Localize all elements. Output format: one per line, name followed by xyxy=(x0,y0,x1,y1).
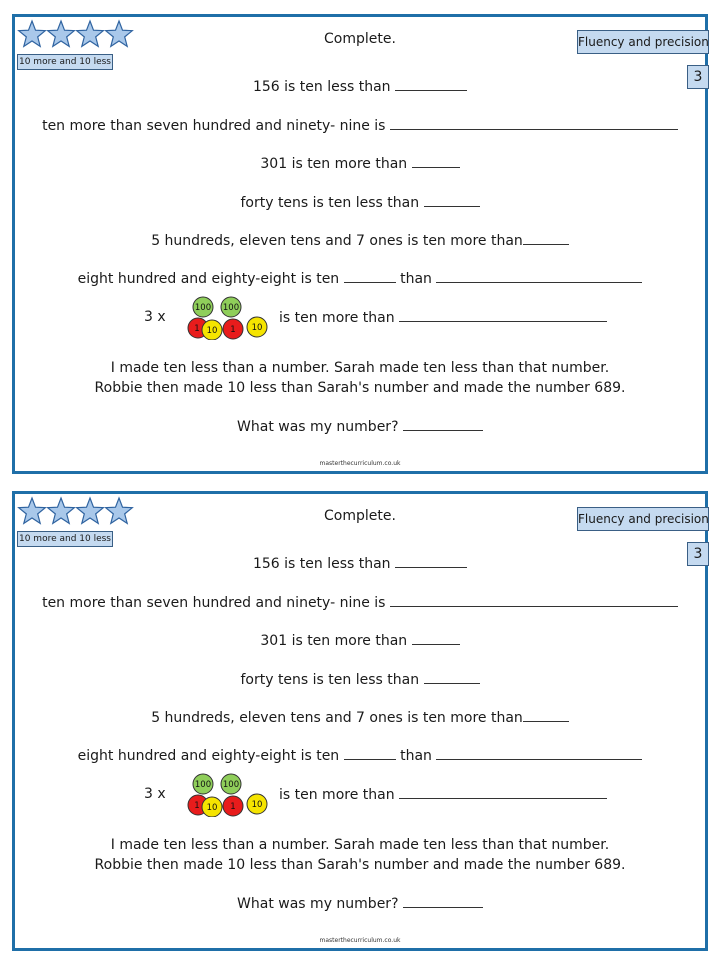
topic-tag: 10 more and 10 less xyxy=(17,531,113,547)
word-problem-line: I made ten less than a number. Sarah made ten less than that number. xyxy=(110,837,610,853)
question-line: What was my number? xyxy=(15,894,705,913)
footer-url: masterthecurriculum.co.uk xyxy=(319,460,401,467)
answer-blank[interactable] xyxy=(523,708,569,722)
topic-tag: 10 more and 10 less xyxy=(17,54,113,70)
question-line: forty tens is ten less than xyxy=(15,670,705,689)
answer-blank[interactable] xyxy=(403,417,483,431)
question-line: 5 hundreds, eleven tens and 7 ones is ten more than xyxy=(15,231,705,250)
counter-label: 10 xyxy=(206,803,218,813)
question-line: 301 is ten more than xyxy=(15,154,705,173)
answer-blank[interactable] xyxy=(344,746,396,760)
answer-blank[interactable] xyxy=(412,631,460,645)
counter-label: 100 xyxy=(194,780,212,790)
counter-label: 1 xyxy=(230,802,236,812)
answer-blank[interactable] xyxy=(436,746,642,760)
answer-blank[interactable] xyxy=(399,308,607,322)
category-label: Fluency and precision xyxy=(577,30,709,54)
counter-label: 10 xyxy=(206,326,218,336)
place-value-counters xyxy=(187,773,269,817)
answer-blank[interactable] xyxy=(395,77,467,91)
word-problem-line: Robbie then made 10 less than Sarah's number and made the number 689. xyxy=(94,857,626,873)
question-line: eight hundred and eighty-eight is ten than xyxy=(15,746,705,765)
category-label: Fluency and precision xyxy=(577,507,709,531)
question-line: eight hundred and eighty-eight is ten than xyxy=(15,269,705,288)
answer-blank[interactable] xyxy=(390,116,678,130)
place-value-counters xyxy=(187,296,269,340)
counter-label: 100 xyxy=(194,303,212,313)
question-line: is ten more than xyxy=(279,785,607,804)
counter-label: 1 xyxy=(194,801,200,811)
question-line: 5 hundreds, eleven tens and 7 ones is ten more than xyxy=(15,708,705,727)
counter-multiplier: 3 x xyxy=(144,786,166,802)
question-line: 301 is ten more than xyxy=(15,631,705,650)
question-line: 156 is ten less than xyxy=(15,77,705,96)
counter-multiplier: 3 x xyxy=(144,309,166,325)
question-line: 156 is ten less than xyxy=(15,554,705,573)
footer-url: masterthecurriculum.co.uk xyxy=(319,937,401,944)
counter-label: 1 xyxy=(194,324,200,334)
counter-label: 100 xyxy=(222,303,240,313)
counter-label: 10 xyxy=(251,323,263,333)
answer-blank[interactable] xyxy=(344,269,396,283)
counter-label: 1 xyxy=(230,325,236,335)
answer-blank[interactable] xyxy=(399,785,607,799)
question-number: 3 xyxy=(687,65,709,89)
question-number: 3 xyxy=(687,542,709,566)
answer-blank[interactable] xyxy=(436,269,642,283)
word-problem-line: Robbie then made 10 less than Sarah's number and made the number 689. xyxy=(94,380,626,396)
counter-label: 100 xyxy=(222,780,240,790)
answer-blank[interactable] xyxy=(390,593,678,607)
answer-blank[interactable] xyxy=(412,154,460,168)
worksheet-card-2 xyxy=(12,491,708,951)
answer-blank[interactable] xyxy=(424,670,480,684)
answer-blank[interactable] xyxy=(523,231,569,245)
answer-blank[interactable] xyxy=(424,193,480,207)
word-problem-line: I made ten less than a number. Sarah made ten less than that number. xyxy=(110,360,610,376)
worksheet-card-1 xyxy=(12,14,708,474)
card-title: Complete. xyxy=(324,31,396,47)
question-line: ten more than seven hundred and ninety- nine is xyxy=(15,116,705,135)
question-line: is ten more than xyxy=(279,308,607,327)
question-line: ten more than seven hundred and ninety- nine is xyxy=(15,593,705,612)
card-title: Complete. xyxy=(324,508,396,524)
question-line: What was my number? xyxy=(15,417,705,436)
counter-label: 10 xyxy=(251,800,263,810)
answer-blank[interactable] xyxy=(403,894,483,908)
answer-blank[interactable] xyxy=(395,554,467,568)
question-line: forty tens is ten less than xyxy=(15,193,705,212)
